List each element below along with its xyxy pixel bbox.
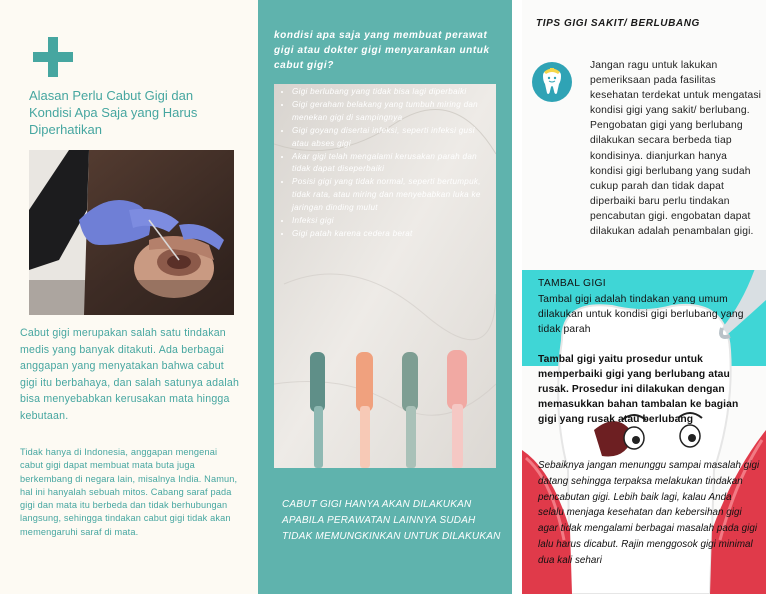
list-item: • Infeksi gigi [292,215,490,228]
panel3-title: TIPS GIGI SAKIT/ BERLUBANG [536,18,700,29]
list-item: • Gigi geraham belakang yang tumbuh miring dan menekan gigi di sampingnya [292,99,490,125]
left-panel [0,0,258,594]
panel2-heading: kondisi apa saja yang membuat perawat gigi atau dokter gigi menyarankan untuk cabut gigi? [274,30,490,71]
tambal-procedure: Tambal gigi yaitu prosedur untuk memperbaiki gigi yang berlubang atau rusak. Prosedur ini dilakukan dengan memasukkan bahan tambalan ke bagian gigi yang rusak atau berlubang [538,354,739,425]
list-item: • Gigi berlubang yang tidak bisa lagi diperbaiki [292,86,490,99]
dentist-photo [29,150,234,315]
panel1-paragraph-1: Cabut gigi merupakan salah satu tindakan medis yang banyak ditakuti. Ada berbagai anggapan yang menyatakan bahwa cabut gigi itu berbahaya, dan salah satunya adalah bisa menyebabkan kerusakan mata hingga kebutaan. [20,327,240,422]
right-panel [512,0,768,594]
plus-icon [33,37,73,77]
conditions-list [274,84,496,241]
list-item: • Gigi patah karena cedera berat [292,228,490,241]
list-item: • Posisi gigi yang tidak normal, seperti bertumpuk, tidak rata, atau miring dan menyebabkan luka ke jaringan dinding mulut [292,176,490,215]
panel2-footer: CABUT GIGI HANYA AKAN DILAKUKAN APABILA PERAWATAN LAINNYA SUDAH TIDAK MEMUNGKINKAN UNTUK DILAKUKAN [282,499,501,542]
tambal-description: Tambal gigi adalah tindakan yang umum dilakukan untuk kondisi gigi berlubang yang tidak parah [538,294,744,335]
panel3-paragraph-1: Jangan ragu untuk lakukan pemeriksaan pada fasilitas kesehatan terdekat untuk mengatasi kondisi gigi yang sakit/ berlubang. Pengobatan gigi yang berlubang dilakukan secara berbeda tiap kondisinya. dianjurkan hanya kondisi gigi berlubang yang sudah cukup parah dan tidak dapat diperbaiki baru perlu tindakan pencabutan gigi. engobatan dapat dilakukan adalah penambalan gigi. [590,60,762,238]
tooth-icon [532,62,572,102]
panel1-title: Alasan Perlu Cabut Gigi dan Kondisi Apa Saja yang Harus Diperhatikan [29,88,198,137]
closing-advice: Sebaiknya jangan menunggu sampai masalah gigi datang sehingga terpaksa melakukan tindakan pencabutan gigi. Lebih baik lagi, kalau Anda selalu menjaga kesehatan dan kebersihan gigi agar tidak mengalami berbagai masalah pada gigi lalu harus dicabut. Rajin menggosok gigi minimal dua kali sehari [538,460,760,566]
list-item: • Gigi goyang disertai infeksi, seperti infeksi gusi atau abses gigi [292,125,490,151]
panel1-paragraph-2: Tidak hanya di Indonesia, anggapan mengenai cabut gigi dapat membuat mata buta juga berkembang di negara lain, misalnya India. Namun, hal ini hanyalah sebuah mitos. Cabang saraf pada gigi dan mata itu berbeda dan tidak berhubungan langsung, sehingga tindakan cabut gigi tidak akan memengaruhi saraf di mata. [20,447,238,537]
tambal-title: TAMBAL GIGI [538,278,606,289]
list-item: • Akar gigi telah mengalami kerusakan parah dan tidak dapat diseperbaiki [292,151,490,177]
middle-panel [258,0,512,594]
